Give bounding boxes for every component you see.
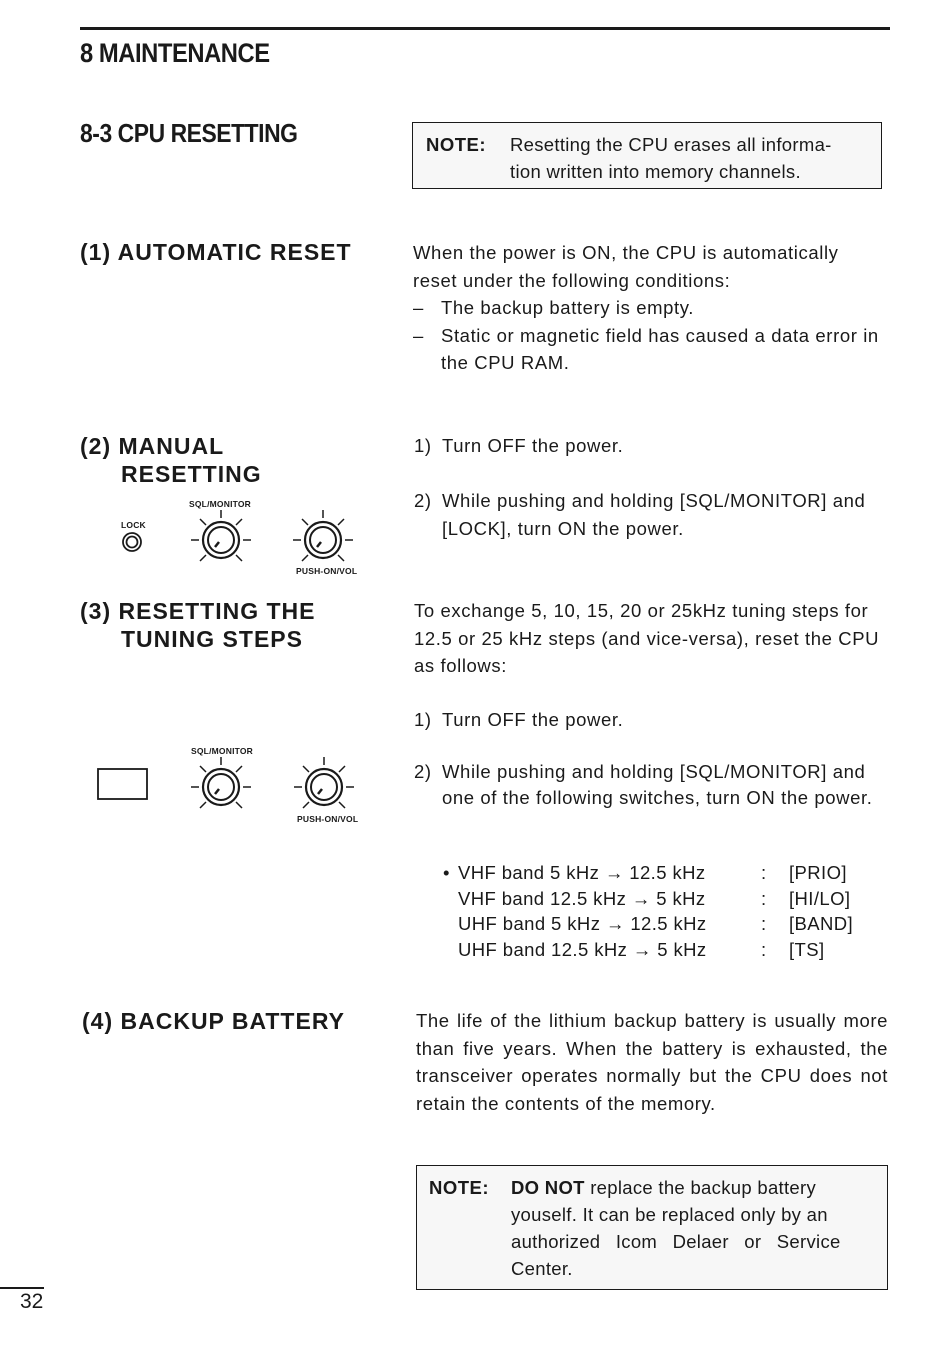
note-line: authorized Icom Delaer or Service	[511, 1231, 841, 1252]
page-number-rule	[0, 1287, 44, 1289]
heading-tuning-steps: (3) RESETTING THE TUNING STEPS	[80, 598, 316, 652]
sql-monitor-knob-icon	[191, 757, 251, 808]
push-on-vol-label: PUSH-ON/VOL	[297, 814, 359, 824]
page-number: 32	[20, 1290, 44, 1313]
tuning-intro: To exchange 5, 10, 15, 20 or 25kHz tuning steps for 12.5 or 25 kHz steps (and vice-versa), reset the CPU as follows:	[414, 600, 880, 676]
tuning-step-1: 1) Turn OFF the power.	[414, 709, 624, 730]
lock-button-icon	[123, 533, 141, 551]
auto-reset-text	[413, 239, 887, 377]
table-row: UHF band 5 kHz → 12.5 kHz : [BAND]	[458, 913, 854, 934]
backup-battery-text: The life of the lithium backup battery is usually more than five years. When the battery is exhausted, the transceiver operates normally but the CPU does not retain the contents of the memory.	[416, 1010, 888, 1114]
tuning-reset-diagram	[95, 752, 370, 822]
note-label: NOTE:	[429, 1177, 490, 1198]
bullet-mark: •	[443, 862, 450, 883]
top-rule	[80, 27, 890, 30]
heading-manual-resetting: (2) MANUAL RESETTING	[80, 433, 262, 487]
note-line: tion written into memory channels.	[510, 161, 801, 182]
auto-reset-intro: When the power is ON, the CPU is automatically reset under the following conditions:	[413, 242, 839, 291]
push-on-vol-label: PUSH-ON/VOL	[296, 566, 358, 576]
table-row: • VHF band 5 kHz → 12.5 kHz : [PRIO]	[443, 860, 883, 886]
note-emphasis: DO NOT	[511, 1177, 585, 1198]
manual-reset-diagram	[110, 505, 370, 575]
note-label: NOTE:	[426, 134, 487, 155]
heading-automatic-reset: (1) AUTOMATIC RESET	[80, 239, 352, 265]
sql-monitor-knob-icon	[191, 510, 251, 561]
manual-step-1: 1) Turn OFF the power.	[414, 435, 624, 456]
condition-item: – Static or magnetic field has caused a data error in the CPU RAM.	[413, 322, 887, 377]
chapter-title: 8 MAINTENANCE	[80, 38, 270, 68]
condition-item: – The backup battery is empty.	[413, 294, 887, 322]
note-box-bottom: NOTE: DO NOT replace the backup battery youself. It can be replaced only by an authorized Icom Delaer or Service Center.	[416, 1165, 888, 1290]
sql-monitor-label: SQL/MONITOR	[191, 746, 254, 756]
note-box-top	[412, 122, 882, 189]
dash-mark: –	[413, 297, 424, 318]
note-line: Center.	[511, 1258, 573, 1279]
switch-button-icon	[98, 769, 147, 799]
heading-backup-battery: (4) BACKUP BATTERY	[82, 1008, 345, 1034]
table-row: VHF band 12.5 kHz → 5 kHz : [HI/LO]	[458, 887, 851, 909]
dash-mark: –	[413, 324, 424, 346]
volume-knob-icon	[294, 757, 354, 808]
sql-monitor-label: SQL/MONITOR	[189, 499, 252, 509]
tuning-step-table	[443, 860, 883, 962]
volume-knob-icon	[293, 510, 353, 561]
tuning-step-2: 2) While pushing and holding [SQL/MONITOR] and one of the following switches, turn ON the power.	[414, 761, 873, 808]
note-line: Resetting the CPU erases all informa-	[510, 134, 832, 155]
note-line: youself. It can be replaced only by an	[511, 1204, 828, 1225]
table-row: UHF band 12.5 kHz → 5 kHz : [TS]	[458, 938, 825, 960]
section-title: 8-3 CPU RESETTING	[80, 118, 298, 148]
manual-step-2: 2) While pushing and holding [SQL/MONITOR] and [LOCK], turn ON the power.	[414, 490, 866, 539]
lock-label: LOCK	[121, 520, 146, 530]
